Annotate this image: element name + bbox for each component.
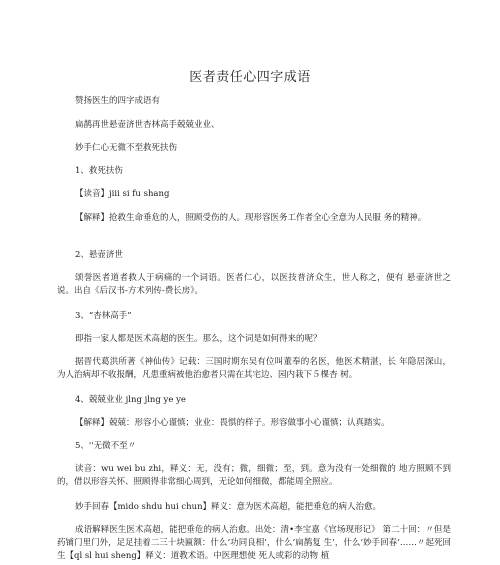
section-heading: 4、兢兢业业 jlng jlng ye ye bbox=[75, 395, 186, 405]
section-heading: 1、救死扶伤 bbox=[75, 166, 123, 176]
pronunciation: 【读音】jiii si fu shang bbox=[75, 189, 170, 199]
section-heading: 3、“杏林高手” bbox=[75, 311, 132, 321]
paragraph: 读音：wu wei bu zhi，释义：无，没有；微，细微；至，到。意为没有一处细微的 地方照顾不到的，借以形容关怀、照顾得非常细心周到，无论如何细微，都能周全照应。 bbox=[57, 464, 451, 487]
paragraph: 扁鹊再世悬壶济世杏林高手兢兢业业、 bbox=[75, 120, 220, 130]
paragraph: 即指一家人都是医术高超的医生。那么，这个词是如何得来的呢？ bbox=[75, 334, 322, 344]
paragraph: 成语解释医生医术高超，能把垂危的病人治愈。出处：清•李宝嘉《官场现形记》 第二十回：〃但是药铺门里门外，足足挂着二三十块匾额：什么‘功同良相’，什么‘扁鹊复 生’，什么‘妙手回春’……〃起死回生【ql sl hui sheng】释义：道教术语。中医理想使 死人或彩的动物 植 bbox=[57, 525, 451, 561]
paragraph: 据晋代葛洪所著《神仙传》记载：三国时期东吴有位叫董奉的名医，他医术精湛，长 年隐居深山，为人治病却不收报酬，凡患重病被他治愈者只需在其宅边、园内栽下５棵杏 树。 bbox=[57, 357, 451, 380]
definition: 【解释】抢救生命垂危的人，照顾受伤的人。现形容医务工作者全心全意为人民服 务的精神。 bbox=[75, 213, 427, 223]
section-heading: 2、悬壶济世 bbox=[75, 250, 123, 260]
paragraph: 颂誉医者道者救人于病痛的一个词语。医者仁心，以医技普济众生，世人称之，便有 悬壶济世之说。出自《后汉书-方术列传-费长房》。 bbox=[57, 273, 451, 296]
paragraph: 赞扬医生的四字成语有 bbox=[75, 96, 161, 106]
document-title: 医者责任心四字成语 bbox=[189, 70, 311, 85]
paragraph: 妙手回春【mido shdu hui chun】释义：意为医术高超，能把垂危的病人治愈。 bbox=[75, 502, 382, 512]
paragraph: 妙手仁心无微不至救死扶伤 bbox=[75, 143, 178, 153]
section-heading: 5、''无微不至〃 bbox=[75, 441, 137, 451]
definition: 【解释】兢兢：形容小心谨慎；业业：畏惧的样子。形容做事小心谨慎；认真踏实。 bbox=[75, 418, 390, 428]
